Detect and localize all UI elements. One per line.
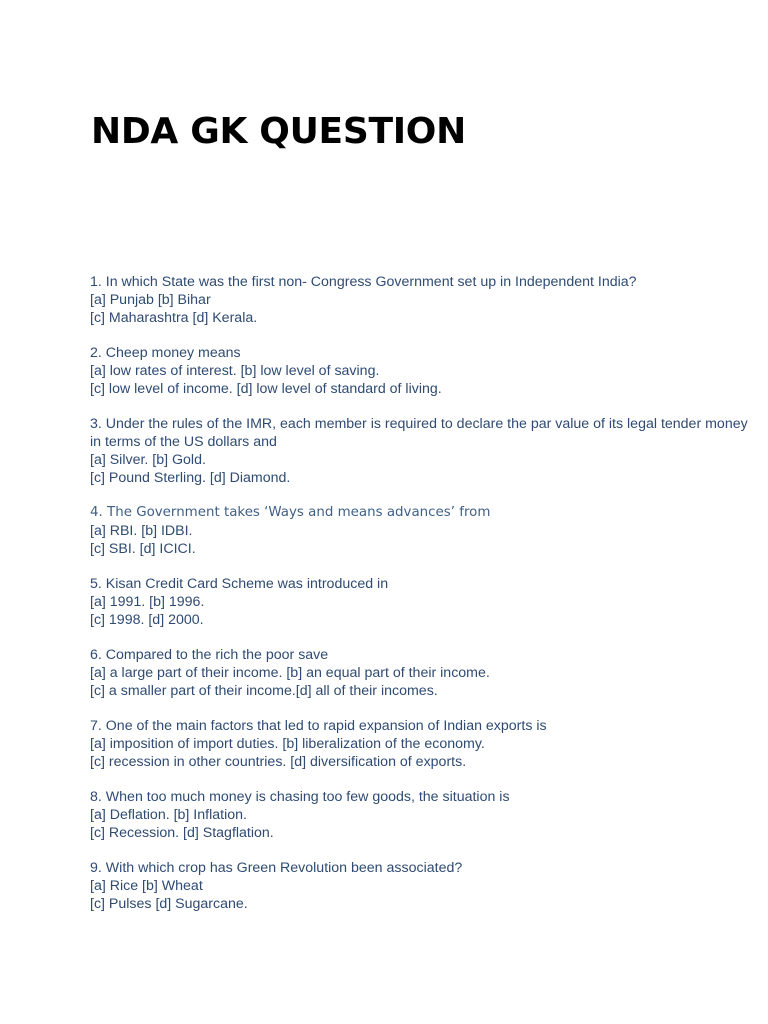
question-text: 4. The Government takes ‘Ways and means advances’ from [90,505,491,520]
question-text: 7. One of the main factors that led to rapid expansion of Indian exports is [90,718,547,734]
question-options-line: [a] 1991. [b] 1996. [90,594,205,610]
question-options-line: [c] 1998. [d] 2000. [90,612,204,628]
question-options-line: [c] SBI. [d] ICICI. [90,541,196,557]
question-options-line: [c] low level of income. [d] low level of standard of living. [90,381,442,397]
question-item [90,415,750,487]
question-options-line: [a] Rice [b] Wheat [90,878,203,894]
question-options-line: [a] imposition of import duties. [b] liberalization of the economy. [90,736,485,752]
question-text: 1. In which State was the first non- Congress Government set up in Independent India? [90,274,637,290]
page-title: NDA GK QUESTION [91,111,466,152]
question-options-line: [c] Pulses [d] Sugarcane. [90,896,248,912]
question-options-line: [c] Maharashtra [d] Kerala. [90,310,258,326]
question-options-line: [a] low rates of interest. [b] low level of saving. [90,363,380,379]
question-options-line: [a] Punjab [b] Bihar [90,292,211,308]
question-text: 9. With which crop has Green Revolution been associated? [90,860,463,876]
question-item [90,788,750,842]
question-options-line: [a] a large part of their income. [b] an equal part of their income. [90,665,490,681]
question-list [90,273,750,930]
question-item [90,504,750,558]
question-options-line: [c] Recession. [d] Stagflation. [90,825,274,841]
question-options-line: [c] recession in other countries. [d] diversification of exports. [90,754,467,770]
question-text: 5. Kisan Credit Card Scheme was introduced in [90,576,389,592]
question-options-line: [c] Pound Sterling. [d] Diamond. [90,470,291,486]
question-options-line: [a] Silver. [b] Gold. [90,452,206,468]
question-options-line: [c] a smaller part of their income.[d] all of their incomes. [90,683,438,699]
question-item [90,646,750,700]
question-text: 6. Compared to the rich the poor save [90,647,329,663]
question-options-line: [a] RBI. [b] IDBI. [90,523,193,539]
question-item [90,717,750,771]
question-item [90,273,750,327]
question-text: 2. Cheep money means [90,345,241,361]
question-item [90,344,750,398]
question-item [90,859,750,913]
question-text: 3. Under the rules of the IMR, each member is required to declare the par value of its legal tender money in terms of the US dollars and [90,416,748,450]
question-item [90,575,750,629]
question-text: 8. When too much money is chasing too few goods, the situation is [90,789,510,805]
question-options-line: [a] Deflation. [b] Inflation. [90,807,247,823]
